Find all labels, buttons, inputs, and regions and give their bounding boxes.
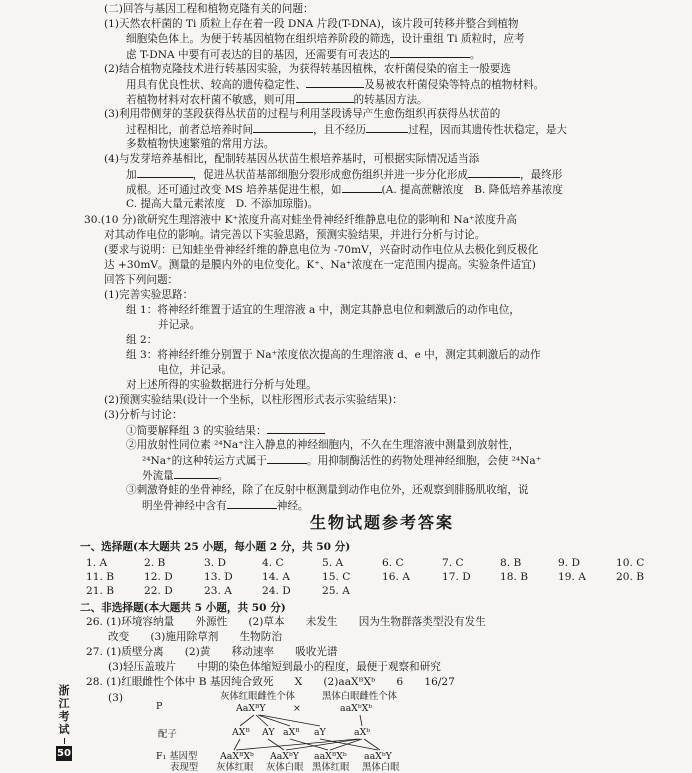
q30-line: 外流量 。 bbox=[142, 470, 229, 482]
q30-line: 30.(10 分)欲研究生理溶液中 K⁺浓度升高对蛙坐骨神经纤维静息电位的影响和 Na⁺浓度升高 bbox=[84, 214, 517, 226]
choice-answer: 3. D bbox=[204, 557, 226, 569]
q29-line: 细胞染色体上。为便于转基因植物在组织培养阶段的筛选，设计重组 Ti 质粒时，应考 bbox=[126, 33, 525, 45]
sidebar-divider bbox=[64, 738, 65, 744]
gamete-label: 配子 bbox=[158, 729, 177, 740]
q30-line: 电位，并记录。 bbox=[158, 364, 233, 376]
sidebar-char: 浙 bbox=[58, 684, 70, 697]
q30-line: (1)完善实验思路： bbox=[104, 289, 194, 301]
choice-answer: 5. A bbox=[322, 557, 344, 569]
choice-answer: 24. D bbox=[262, 585, 291, 597]
f1-genotype: AaXᵇY bbox=[270, 751, 299, 762]
phenotype: 黑体红眼 bbox=[312, 762, 350, 773]
choice-answer: 2. B bbox=[144, 557, 166, 569]
choice-answer: 22. D bbox=[144, 585, 173, 597]
choice-answer: 11. B bbox=[86, 571, 114, 583]
parent-male-label: 黑体白眼雌性个体 bbox=[322, 691, 398, 702]
choice-answer: 13. D bbox=[204, 571, 233, 583]
sidebar-char: 试 bbox=[58, 723, 70, 736]
cross-lines bbox=[86, 0, 678, 771]
q29-line: 若植物材料对农杆菌不敏感，则可用 的转基因方法。 bbox=[126, 94, 428, 106]
q29-line: 用具有优良性状、较高的遗传稳定性、 及易被农杆菌侵染等特点的植物材料。 bbox=[126, 79, 545, 91]
choice-answer: 10. C bbox=[616, 557, 645, 569]
phenotype-label: 表现型 bbox=[170, 762, 199, 773]
answer-27-part3: (3)轻压盖玻片 中期的染色体缩短到最小的程度，最便于观察和研究 bbox=[108, 661, 441, 673]
q29-line: 过程相比，前者总培养时间 ，且不经历 过程，因而其遗传性状稳定，是大 bbox=[126, 124, 567, 136]
gamete: aY bbox=[314, 727, 326, 738]
answer-28: 28. (1)红眼雌性个体中 B 基因纯合致死 X (2)aaXᴮXᵇ 6 16/27 bbox=[86, 676, 455, 688]
q30-line: (2)预测实验结果(设计一个坐标，以柱形图形式表示实验结果)： bbox=[104, 394, 403, 406]
choice-answer: 19. A bbox=[558, 571, 586, 583]
q30-line: 组 1：将神经纤维置于适宜的生理溶液 a 中，测定其静息电位和刺激后的动作电位， bbox=[126, 304, 520, 316]
choice-answer: 9. D bbox=[558, 557, 580, 569]
answer-28-part3: (3) bbox=[108, 692, 124, 704]
choice-answer: 20. B bbox=[616, 571, 644, 583]
q30-line: ②用放射性同位素 ²⁴Na⁺注入静息的神经细胞内，不久在生理溶液中测量到放射性， bbox=[126, 439, 520, 451]
choice-answer: 25. A bbox=[322, 585, 350, 597]
phenotype: 灰体白眼 bbox=[266, 762, 304, 773]
choice-answer: 7. C bbox=[442, 557, 464, 569]
q30-line: 明坐骨神经中含有 神经。 bbox=[142, 500, 309, 512]
gamete: aXᴮ bbox=[283, 727, 300, 738]
answer-27: 27. (1)质壁分离 (2)黄 移动速率 吸收光谱 bbox=[86, 646, 338, 658]
choice-answer: 14. A bbox=[262, 571, 290, 583]
q29-line: 成根。还可通过改变 MS 培养基促进生根，如 (A. 提高蔗糖浓度 B. 降低培养基浓度 bbox=[126, 184, 563, 196]
f1-label: F₁ 基因型 bbox=[156, 751, 198, 762]
q29-heading: (二)回答与基因工程和植物克隆有关的问题： bbox=[104, 3, 314, 15]
q30-line: 组 3：将神经纤维分别置于 Na⁺浓度依次提高的生理溶液 d、e 中，测定其刺激后的动作 bbox=[126, 349, 541, 361]
genetic-cross-diagram bbox=[86, 0, 678, 771]
q29-line: (1)天然农杆菌的 Ti 质粒上存在着一段 DNA 片段(T-DNA)，该片段可转移并整合到植物 bbox=[104, 18, 519, 30]
q30-line: 达 +30mV。测量的是膜内外的电位变化。K⁺、Na⁺浓度在一定范围内提高。实验条件适宜) bbox=[104, 259, 536, 271]
q30-line: 回答下列问题： bbox=[104, 274, 179, 286]
parent-male-genotype: aaXᵇXᵇ bbox=[340, 703, 373, 714]
p-label: P bbox=[156, 701, 163, 712]
choice-answer: 21. B bbox=[86, 585, 114, 597]
phenotype: 灰体红眼 bbox=[216, 762, 254, 773]
choice-answer: 17. D bbox=[442, 571, 471, 583]
q30-line: (3)分析与讨论： bbox=[104, 409, 183, 421]
choice-answer: 23. A bbox=[204, 585, 232, 597]
gamete: AXᴮ bbox=[232, 727, 250, 738]
choice-answer: 4. C bbox=[262, 557, 284, 569]
page-number: 50 bbox=[57, 748, 71, 759]
parent-female-genotype: AaXᴮY bbox=[236, 703, 266, 714]
choice-answer: 16. A bbox=[382, 571, 410, 583]
answer-26-line1: 26. (1)环境容纳量 外源性 (2)草本 未发生 因为生物群落类型没有发生 bbox=[86, 616, 486, 628]
choice-answer: 6. C bbox=[382, 557, 404, 569]
q30-line: 并记录。 bbox=[158, 319, 201, 331]
sidebar-char: 江 bbox=[58, 697, 70, 710]
f1-genotype: aaXᵇY bbox=[364, 751, 392, 762]
q29-line: 加 ，促进丛状苗基部细胞分裂形成愈伤组织并进一步分化形成 ，最终形 bbox=[126, 169, 563, 181]
choice-answer: 12. D bbox=[144, 571, 173, 583]
part2-header: 二、非选择题(本大题共 5 小题，共 50 分) bbox=[80, 602, 286, 614]
choice-answer: 15. C bbox=[322, 571, 351, 583]
q30-line: (要求与说明：已知蛙坐骨神经纤维的静息电位为 -70mV，兴奋时动作电位从去极化到反极化 bbox=[104, 244, 539, 256]
q29-line: (4)与发芽培养基相比，配制转基因丛状苗生根培养基时，可根据实际情况适当添 bbox=[104, 153, 480, 165]
answer-26-line2: 改变 (3)施用除草剂 生物防治 bbox=[108, 631, 282, 643]
q30-line: 对上述所得的实验数据进行分析与处理。 bbox=[126, 379, 317, 391]
parent-female-label: 灰体红眼雌性个体 bbox=[220, 691, 296, 702]
choice-answer: 8. B bbox=[500, 557, 522, 569]
choice-answer: 18. B bbox=[500, 571, 528, 583]
q30-line: ①简要解释组 3 的实验结果： bbox=[126, 423, 325, 438]
q30-line: ²⁴Na⁺的这种转运方式属于 。用抑制酶活性的药物处理神经细胞，会使 ²⁴Na⁺ bbox=[142, 455, 542, 467]
f1-genotype: AaXᴮXᵇ bbox=[220, 751, 254, 762]
part1-header: 一、选择题(本大题共 25 小题，每小题 2 分，共 50 分) bbox=[80, 541, 351, 553]
q30-line: 对其动作电位的影响。请完善以下实验思路，预测实验结果，并进行分析与讨论。 bbox=[104, 229, 486, 241]
sidebar-tag bbox=[56, 684, 72, 761]
sidebar-char: 考 bbox=[58, 710, 70, 723]
answers-title: 生物试题参考答案 bbox=[309, 513, 454, 532]
gamete: AY bbox=[262, 727, 275, 738]
phenotype: 黑体白眼 bbox=[362, 762, 400, 773]
q29-line: 多数植物快速繁殖的常用方法。 bbox=[126, 138, 275, 150]
q29-line: 虑 T-DNA 中要有可表达的目的基因，还需要有可表达的 。 bbox=[126, 49, 481, 61]
q29-line: C. 提高大量元素浓度 D. 不添加琼脂)。 bbox=[126, 198, 319, 210]
choice-answer: 1. A bbox=[86, 557, 108, 569]
gamete: aXᵇ bbox=[354, 727, 371, 738]
q30-line: ③刺激脊蛙的坐骨神经，除了在反射中枢测量到动作电位外，还观察到腓肠肌收缩，说 bbox=[126, 484, 529, 496]
f1-genotype: aaXᴮXᵇ bbox=[314, 751, 347, 762]
q29-line: (3)利用带侧芽的茎段获得丛状苗的过程与利用茎段诱导产生愈伤组织再获得丛状苗的 bbox=[104, 108, 501, 120]
q29-line: (2)结合植物克隆技术进行转基因实验，为获得转基因植株，农杆菌侵染的宿主一般要选 bbox=[104, 63, 511, 75]
q30-line: 组 2： bbox=[126, 334, 158, 346]
cross-symbol: × bbox=[293, 703, 301, 714]
